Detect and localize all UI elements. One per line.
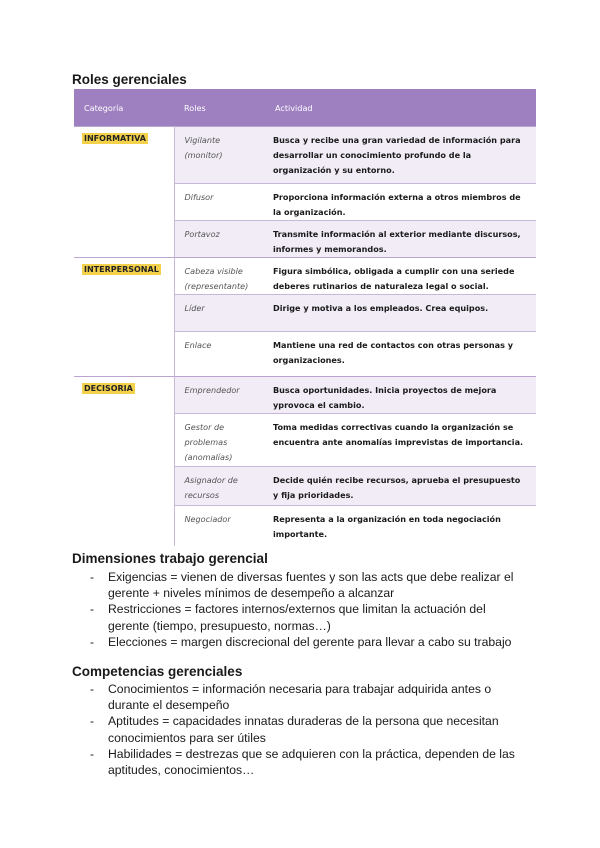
role-cell: Negociador xyxy=(174,506,265,546)
role-cell: Emprendedor xyxy=(174,377,265,414)
activity-cell: Toma medidas correctivas cuando la organización se encuentra ante anomalías imprevistas de importancia. xyxy=(265,414,536,467)
role-cell: Líder xyxy=(174,295,265,332)
category-tag-decisoria: DECISORIA xyxy=(84,384,133,393)
category-cell xyxy=(74,377,174,546)
list-item: - Conocimientos = información necesaria para trabajar adquirida antes o durante el desempeño xyxy=(90,682,492,713)
section-title-dimensiones: Dimensiones trabajo gerencial xyxy=(72,551,268,566)
dimensiones-list xyxy=(90,569,528,650)
competencias-list xyxy=(90,681,528,778)
role-cell: Difusor xyxy=(174,184,265,221)
category-cell xyxy=(74,127,174,258)
activity-cell: Decide quién recibe recursos, aprueba el presupuesto y fija prioridades. xyxy=(265,467,536,506)
role-cell: Gestor de problemas (anomalías) xyxy=(174,414,265,467)
activity-cell: Transmite información al exterior mediante discursos, informes y memorandos. xyxy=(265,221,536,258)
column-header-actividad: Actividad xyxy=(265,89,536,127)
column-header-roles: Roles xyxy=(174,89,265,127)
list-item: - Restricciones = factores internos/externos que limitan la actuación del gerente (tiempo, presupuesto, normas…) xyxy=(90,602,486,633)
activity-cell: Mantiene una red de contactos con otras personas y organizaciones. xyxy=(265,332,536,377)
roles-table xyxy=(74,89,536,546)
role-cell: Cabeza visible (representante) xyxy=(174,258,265,295)
section-title-competencias: Competencias gerenciales xyxy=(72,664,243,679)
role-cell: Enlace xyxy=(174,332,265,377)
activity-cell: Representa a la organización en toda negociación importante. xyxy=(265,506,536,546)
table-row xyxy=(74,377,536,414)
section-title-roles: Roles gerenciales xyxy=(72,72,187,87)
table-row xyxy=(74,127,536,184)
activity-cell: Proporciona información externa a otros miembros de la organización. xyxy=(265,184,536,221)
role-cell: Asignador de recursos xyxy=(174,467,265,506)
role-cell: Portavoz xyxy=(174,221,265,258)
category-tag-interpersonal: INTERPERSONAL xyxy=(84,265,159,274)
activity-cell: Busca y recibe una gran variedad de información para desarrollar un conocimiento profundo de la organización y su entorno. xyxy=(265,127,536,184)
role-cell: Vigilante (monitor) xyxy=(174,127,265,184)
activity-cell: Dirige y motiva a los empleados. Crea equipos. xyxy=(265,295,536,332)
column-header-categoria: Categoría xyxy=(74,89,174,127)
list-item: - Elecciones = margen discrecional del gerente para llevar a cabo su trabajo xyxy=(90,634,512,649)
activity-cell: Busca oportunidades. Inicia proyectos de mejora yprovoca el cambio. xyxy=(265,377,536,414)
list-item: - Habilidades = destrezas que se adquieren con la práctica, dependen de las aptitudes, conocimientos… xyxy=(90,746,515,778)
list-item: - Aptitudes = capacidades innatas duraderas de la persona que necesitan conocimientos para ser útiles xyxy=(90,714,499,745)
table-row xyxy=(74,258,536,295)
category-tag-informativa: INFORMATIVA xyxy=(84,134,146,143)
category-cell xyxy=(74,258,174,377)
list-item: - Exigencias = vienen de diversas fuentes y son las acts que debe realizar el gerente + niveles mínimos de desempeño a alcanzar xyxy=(90,570,514,601)
table-header-row xyxy=(74,89,536,127)
activity-cell: Figura simbólica, obligada a cumplir con una seriede deberes rutinarios de naturaleza legal o social. xyxy=(265,258,536,295)
